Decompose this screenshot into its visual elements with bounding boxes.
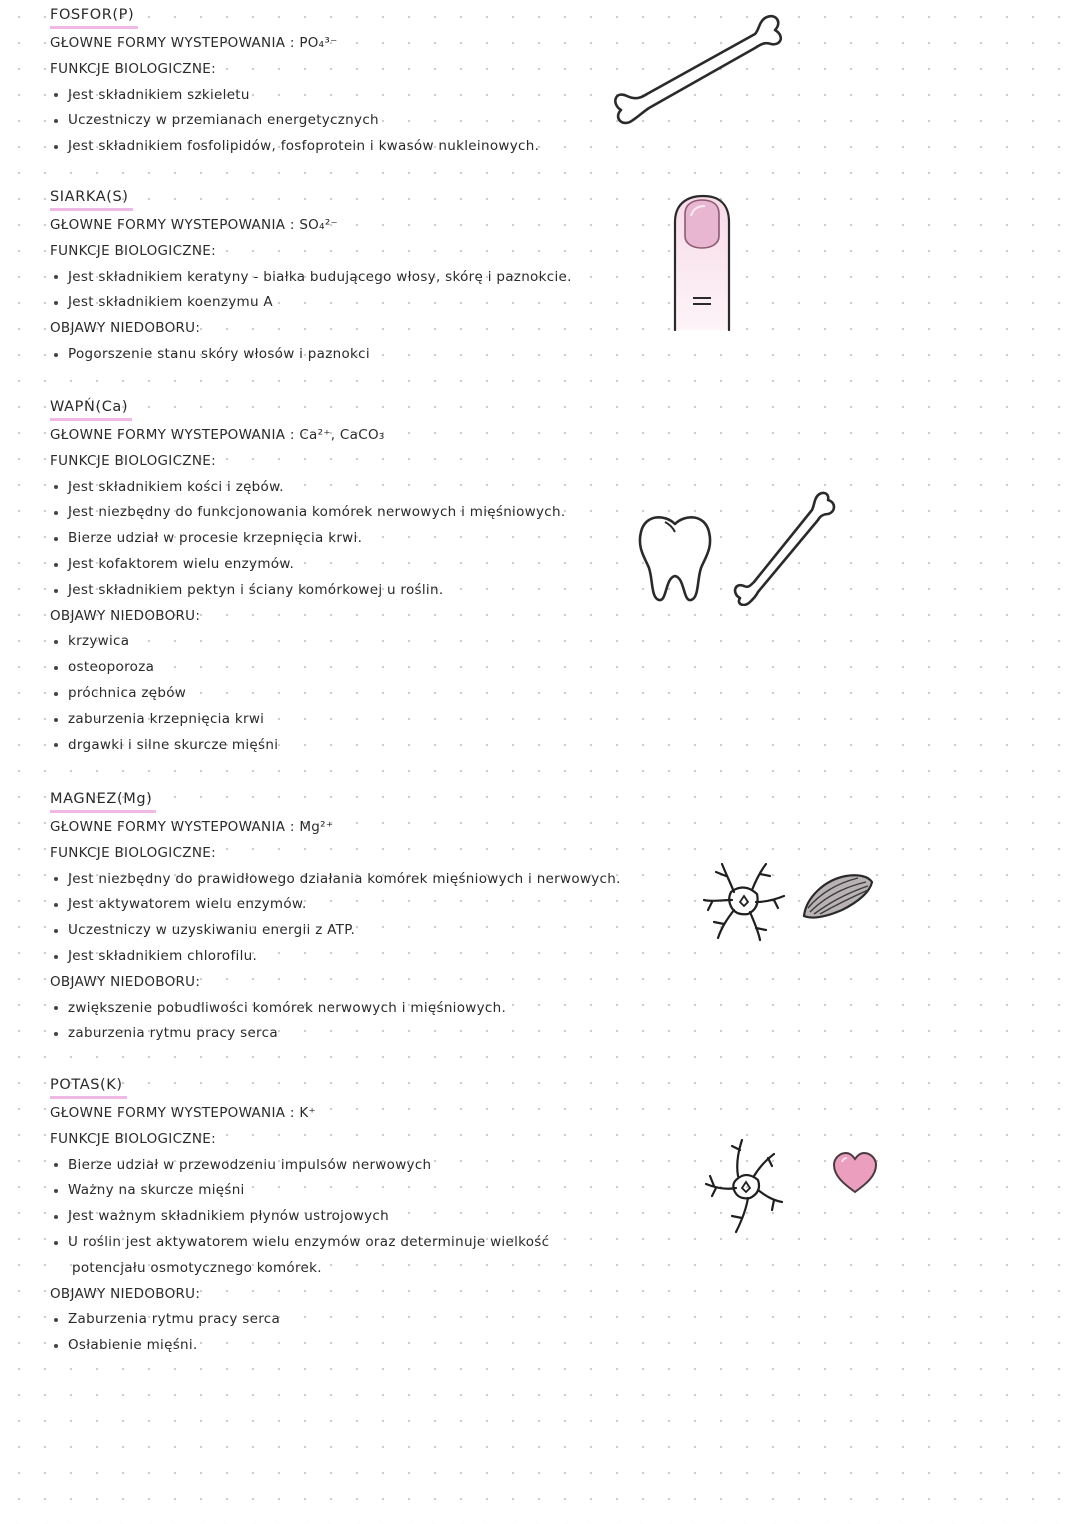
functions-label: FUNKCJE BIOLOGICZNE: (50, 60, 216, 77)
forms-value: K⁺ (299, 1105, 316, 1121)
list-item-continuation: potencjału osmotycznego komórek. (72, 1259, 322, 1276)
forms-label: GŁOWNE FORMY WYSTEPOWANIA (50, 217, 286, 233)
list-item: U roślin jest aktywatorem wielu enzymów oraz determinuje wielkość (50, 1230, 690, 1256)
tooth-icon (635, 512, 715, 604)
list-item: Zaburzenia rytmu pracy serca (50, 1307, 690, 1333)
list-item: zaburzenia rytmu pracy serca (50, 1021, 690, 1047)
functions-label: FUNKCJE BIOLOGICZNE: (50, 1130, 216, 1147)
deficiency-label: OBJAWY NIEDOBORU: (50, 607, 201, 624)
list-item: Jest składnikiem pektyn i ściany komórkowej u roślin. (50, 578, 690, 604)
list-item: Uczestniczy w przemianach energetycznych (50, 108, 690, 134)
list-item: zwiększenie pobudliwości komórek nerwowych i mięśniowych. (50, 996, 690, 1022)
list-item: Uczestniczy w uzyskiwaniu energii z ATP. (50, 918, 690, 944)
list-item: zaburzenia krzepnięcia krwi (50, 707, 690, 733)
list-item: próchnica zębów (50, 681, 690, 707)
section-magnesium (50, 788, 690, 1047)
functions-label: FUNKCJE BIOLOGICZNE: (50, 844, 216, 861)
deficiency-label: OBJAWY NIEDOBORU: (50, 973, 201, 990)
neuron-icon (702, 1136, 788, 1236)
section-title: POTAS(K) (50, 1074, 127, 1099)
functions-label: FUNKCJE BIOLOGICZNE: (50, 452, 216, 469)
list-item: Jest składnikiem fosfolipidów, fosfoprotein i kwasów nukleinowych. (50, 134, 690, 160)
list-item: drgawki i silne skurcze mięśni (50, 733, 690, 759)
forms-line: GŁOWNE FORMY WYSTEPOWANIA : PO₄³⁻ (50, 35, 338, 51)
list-item: osteoporoza (50, 655, 690, 681)
section-title: SIARKA(S) (50, 186, 133, 211)
bone-icon (605, 8, 785, 128)
deficiency-label: OBJAWY NIEDOBORU: (50, 1285, 201, 1302)
neuron-icon (700, 858, 788, 946)
list-item: Jest składnikiem chlorofilu. (50, 944, 690, 970)
list-item: Bierze udział w przewodzeniu impulsów nerwowych (50, 1153, 690, 1179)
forms-label: GŁOWNE FORMY WYSTEPOWANIA (50, 35, 286, 51)
section-calcium (50, 396, 690, 758)
forms-label: GŁOWNE FORMY WYSTEPOWANIA (50, 819, 286, 835)
list-item: Jest składnikiem keratyny - białka budującego włosy, skórę i paznokcie. (50, 265, 690, 291)
heart-icon (830, 1150, 880, 1196)
functions-label: FUNKCJE BIOLOGICZNE: (50, 242, 216, 259)
fingernail-icon (665, 192, 745, 337)
list-item: Jest niezbędny do funkcjonowania komórek nerwowych i mięśniowych. (50, 500, 690, 526)
forms-line: GŁOWNE FORMY WYSTEPOWANIA : K⁺ (50, 1105, 316, 1121)
section-title: FOSFOR(P) (50, 4, 138, 29)
deficiency-label: OBJAWY NIEDOBORU: (50, 320, 201, 337)
muscle-fiber-icon (800, 870, 876, 922)
forms-value: Ca²⁺, CaCO₃ (299, 427, 385, 443)
section-title: WAPŃ(Ca) (50, 396, 132, 421)
list-item: Bierze udział w procesie krzepnięcia krwi. (50, 526, 690, 552)
forms-value: PO₄³⁻ (299, 35, 338, 51)
list-item: Jest niezbędny do prawidłowego działania komórek mięśniowych i nerwowych. (50, 867, 690, 893)
section-title: MAGNEZ(Mg) (50, 788, 156, 813)
forms-line: GŁOWNE FORMY WYSTEPOWANIA : Mg²⁺ (50, 819, 334, 835)
forms-value: SO₄²⁻ (299, 217, 338, 233)
list-item: Jest składnikiem kości i zębów. (50, 475, 690, 501)
list-item: Pogorszenie stanu skóry włosów i paznokci (50, 342, 690, 368)
forms-label: GŁOWNE FORMY WYSTEPOWANIA (50, 1105, 286, 1121)
section-phosphorus (50, 4, 690, 160)
list-item: krzywica (50, 629, 690, 655)
list-item: Jest aktywatorem wielu enzymów. (50, 892, 690, 918)
bone-icon (728, 490, 838, 606)
list-item: Jest składnikiem koenzymu A (50, 290, 690, 316)
list-item: Osłabienie mięśni. (50, 1333, 690, 1359)
list-item: Jest składnikiem szkieletu (50, 83, 690, 109)
list-item: Jest kofaktorem wielu enzymów. (50, 552, 690, 578)
forms-value: Mg²⁺ (299, 819, 334, 835)
forms-line: GŁOWNE FORMY WYSTEPOWANIA : Ca²⁺, CaCO₃ (50, 427, 385, 443)
section-sulfur (50, 186, 690, 368)
section-potassium (50, 1074, 690, 1359)
forms-label: GŁOWNE FORMY WYSTEPOWANIA (50, 427, 286, 443)
forms-line: GŁOWNE FORMY WYSTEPOWANIA : SO₄²⁻ (50, 217, 338, 233)
list-item: Jest ważnym składnikiem płynów ustrojowych (50, 1204, 690, 1230)
list-item: Ważny na skurcze mięśni (50, 1178, 690, 1204)
